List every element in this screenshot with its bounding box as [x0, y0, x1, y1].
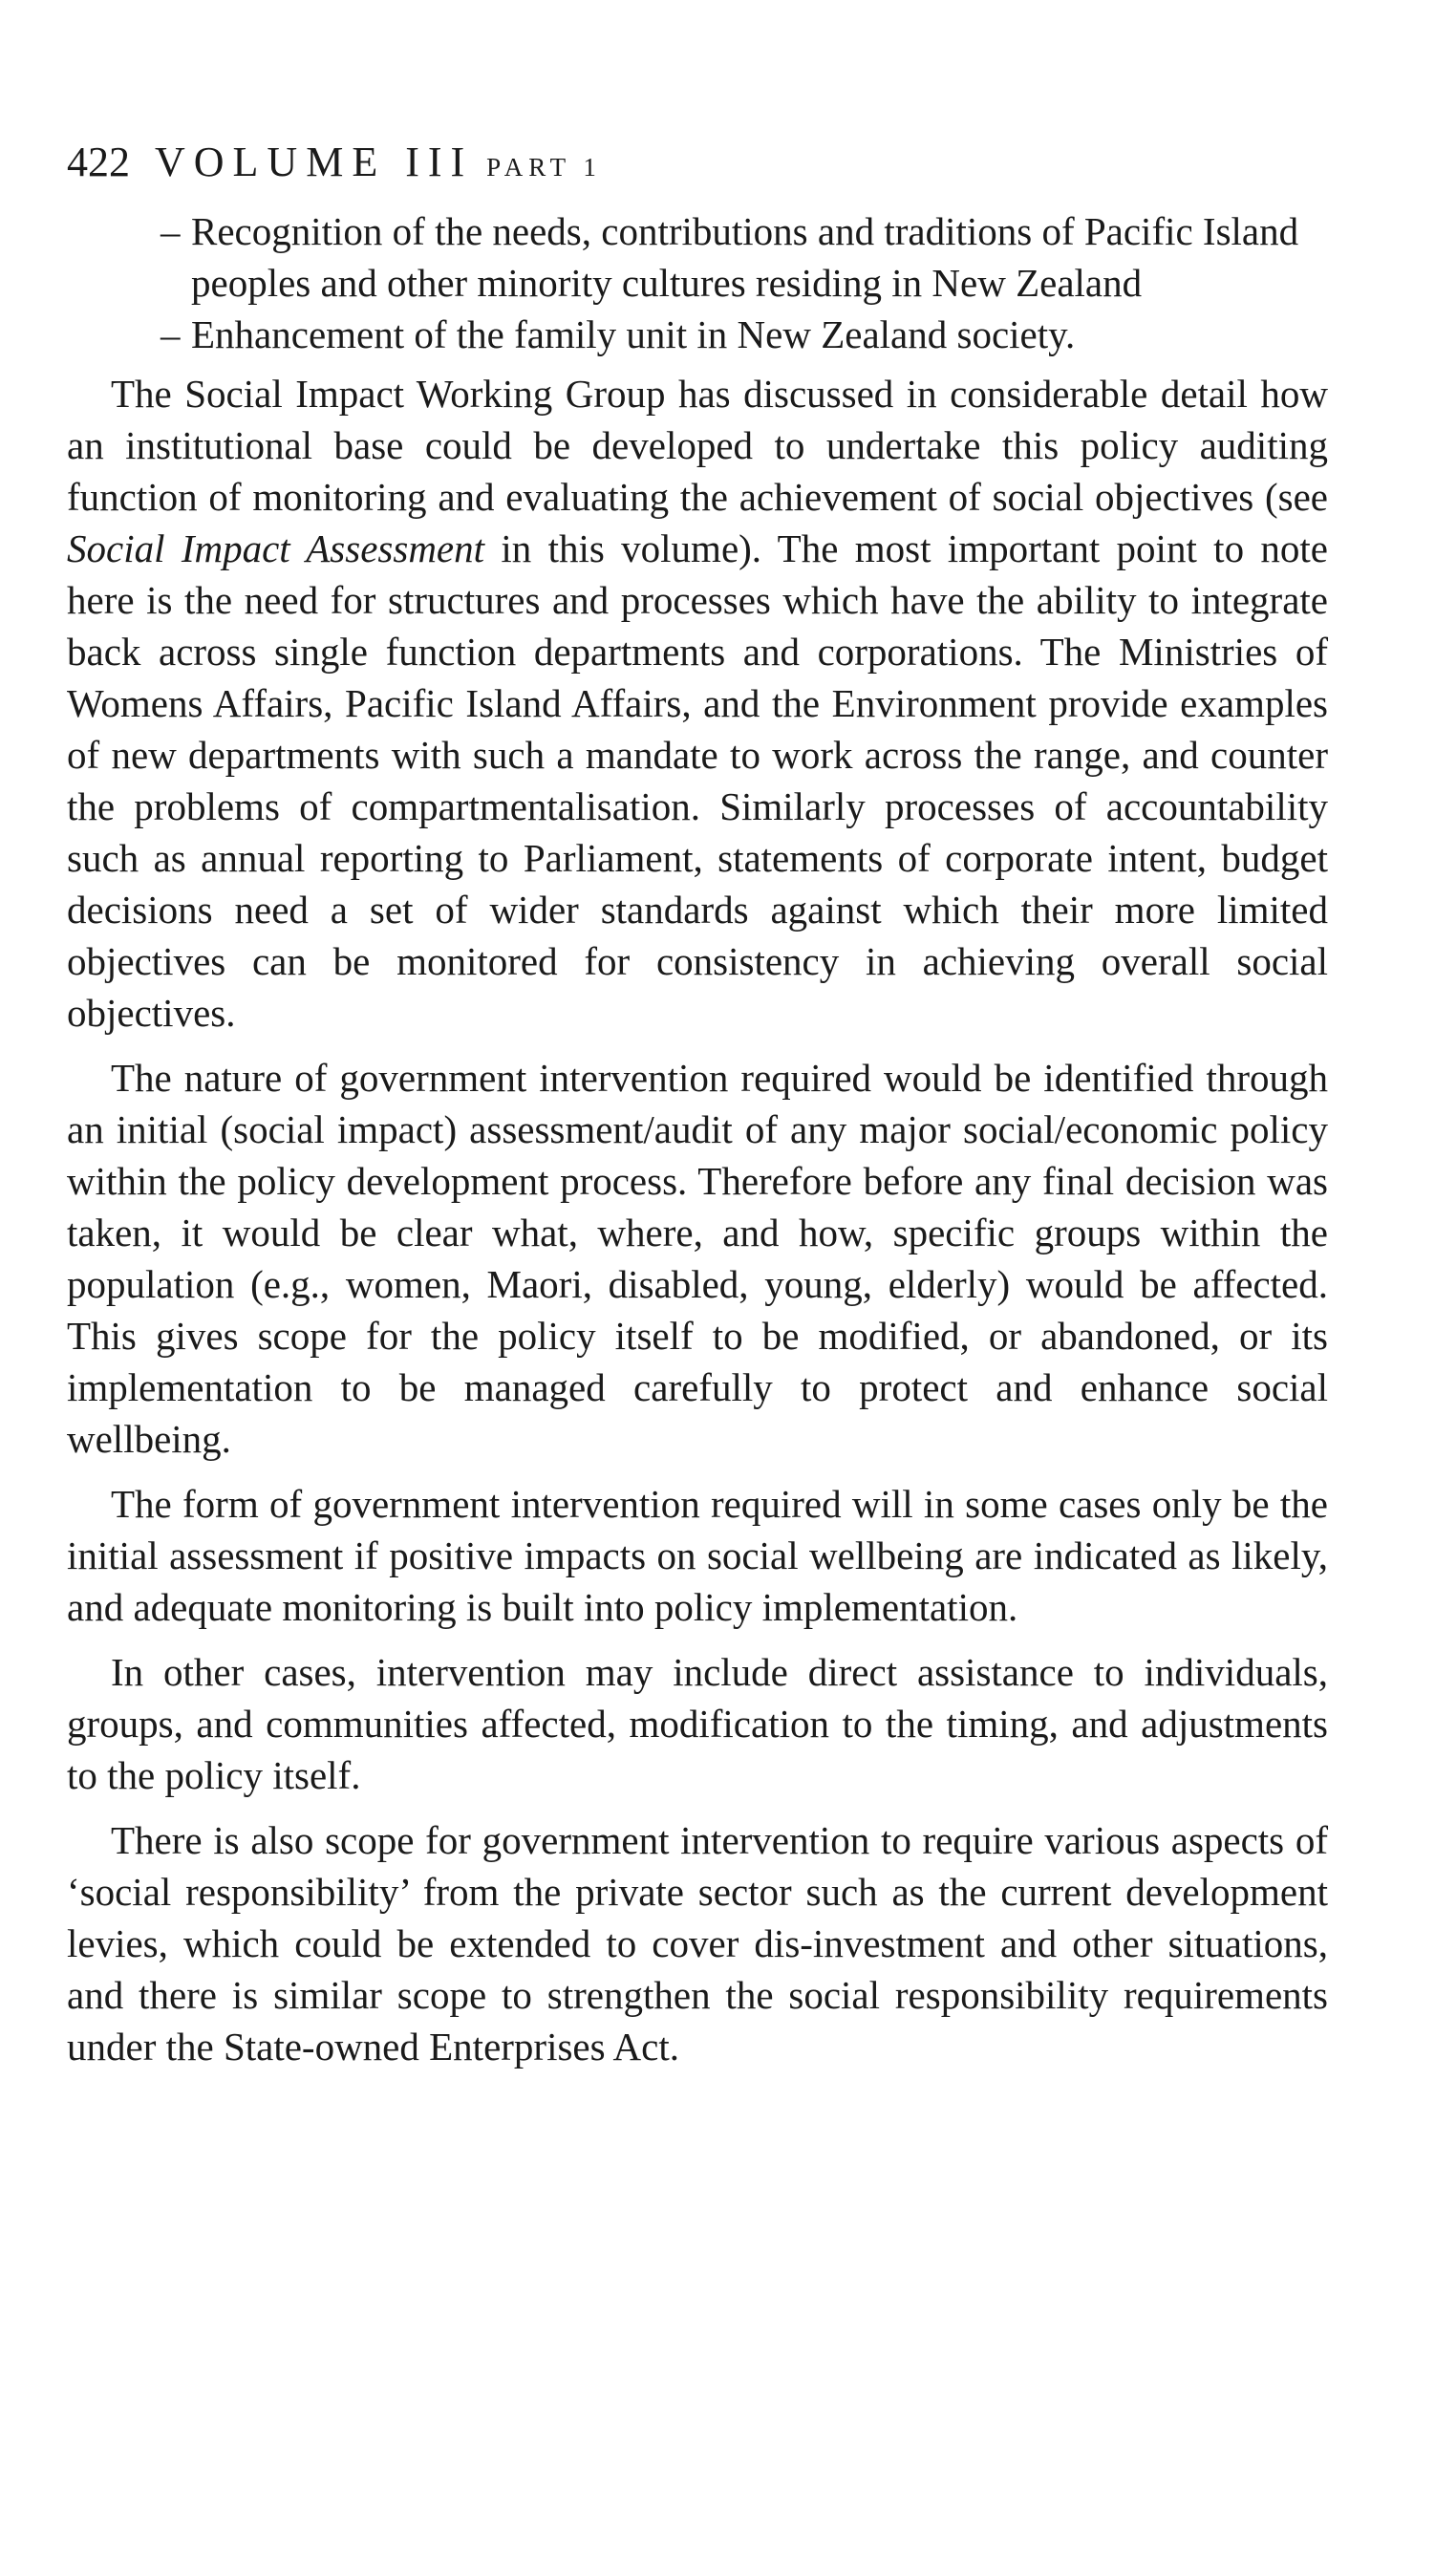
paragraph-institutional-base — [67, 368, 1328, 1039]
bullet-text: Recognition of the needs, contributions and traditions of Pacific Island peoples and other minority cultures residing in New Zealand — [191, 209, 1299, 305]
paragraph-text: The Social Impact Working Group has discussed in considerable detail how an institutional base could be developed to undertake this policy auditing function of monitoring and evaluating the achievement of social objectives (see — [67, 372, 1328, 519]
paragraph-intervention-form: The form of government intervention required will in some cases only be the initial assessment if positive impacts on social wellbeing are indicated as likely, and adequate monitoring is built into policy implementation. — [67, 1482, 1328, 1629]
running-head — [67, 134, 1328, 196]
paragraph-text: in this volume). The most important point to note here is the need for structures and processes which have the ability to integrate back across single function departments and corporations. The Ministries of Womens Affairs, Pacific Island Affairs, and the Environment provide examples of new departments with such a mandate to work across the range, and counter the problems of compartmentalisation. Similarly processes of accountability such as annual reporting to Parliament, statements of corporate intent, budget decisions need a set of wider standards against which their more limited objectives can be monitored for consistency in achieving overall social objectives. — [67, 526, 1328, 1035]
paragraph-other-cases: In other cases, intervention may include direct assistance to individuals, groups, and communities affected, modification to the timing, and adjustments to the policy itself. — [67, 1650, 1328, 1797]
paragraph-intervention-nature: The nature of government intervention required would be identified through an initial (social impact) assessment/audit of any major social/economic policy within the policy development process. Therefore before any final decision was taken, it would be clear what, where, and how, specific groups within the population (e.g., women, Maori, disabled, young, elderly) would be affected. This gives scope for the policy itself to be modified, or abandoned, or its implementation to be managed carefully to protect and enhance social wellbeing. — [67, 1056, 1328, 1461]
dash-marker: – — [161, 312, 181, 356]
part-label: PART 1 — [486, 153, 602, 182]
italic-title: Social Impact Assessment — [67, 526, 485, 570]
document-page — [67, 134, 1328, 2072]
bullet-text: Enhancement of the family unit in New Zealand society. — [191, 312, 1076, 356]
list-item — [67, 205, 1328, 309]
page-number: 422 — [67, 139, 130, 185]
bullet-list — [67, 205, 1328, 360]
paragraph-social-responsibility: There is also scope for government intervention to require various aspects of ‘social responsibility’ from the private sector such as the current development levies, which could be extended to cover dis-investment and other situations, and there is similar scope to strengthen the social responsibility requirements under the State-owned Enterprises Act. — [67, 1818, 1328, 2069]
list-item — [67, 309, 1328, 360]
volume-label: VOLUME III — [155, 139, 474, 185]
dash-marker: – — [161, 209, 181, 253]
